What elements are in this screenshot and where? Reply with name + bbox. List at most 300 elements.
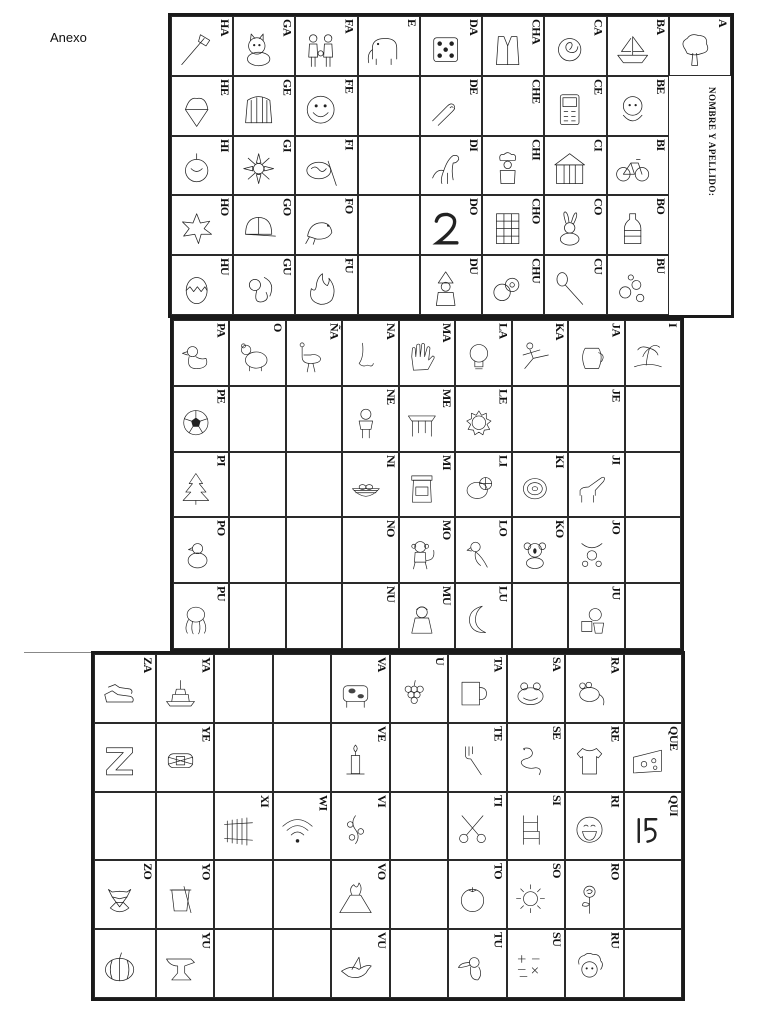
cow-icon-svg (338, 670, 373, 715)
baby-icon (614, 90, 651, 129)
rat-icon-svg (572, 670, 607, 715)
cell-sheet1-c7-r4 (607, 255, 669, 315)
syllable-label: FE (342, 78, 357, 94)
sunflower-icon (240, 149, 277, 188)
cell-sheet1-c0-r4 (171, 255, 233, 315)
cloud-icon-svg (349, 598, 383, 641)
syllable-label: GE (280, 78, 295, 96)
rabbit-icon-svg (551, 209, 588, 248)
syllable-label: RU (608, 932, 623, 949)
syllable-label: LI (496, 454, 511, 467)
cell-sheet3-c1-r1 (156, 723, 214, 792)
syllable-label: VE (374, 725, 389, 742)
syllable-label: FI (342, 138, 357, 150)
squirrel-icon-svg (240, 269, 277, 308)
chef-icon (489, 149, 526, 188)
cell-sheet1-c4-r0 (420, 16, 482, 76)
axe-icon (178, 30, 215, 69)
bird-icon (338, 945, 373, 990)
fire-icon-svg (302, 269, 339, 308)
cell-sheet1-c5-r2 (482, 136, 544, 196)
soccer-ball-icon (179, 401, 213, 444)
cell-sheet2-c3-r2 (342, 452, 398, 518)
cell-sheet2-c5-r4 (455, 583, 511, 649)
bubbles-icon-svg (614, 269, 651, 308)
cell-sheet1-c1-r3 (233, 195, 295, 255)
cell-sheet1-c2-r0 (295, 16, 357, 76)
cell-sheet3-c6-r1 (448, 723, 506, 792)
cell-sheet2-c8-r3 (625, 517, 681, 583)
cell-sheet1-c3-r0 (358, 16, 420, 76)
cow-icon (338, 670, 373, 715)
syllable-label: RO (608, 863, 623, 881)
cell-sheet3-c1-r4 (156, 929, 214, 998)
leaf-icon-svg (178, 209, 215, 248)
fig-icon (178, 149, 215, 188)
syllable-grid-middle (170, 317, 684, 652)
duck-icon-svg (179, 335, 213, 378)
volcano-icon-svg (338, 876, 373, 921)
finger-icon-svg (427, 90, 464, 129)
syllable-label: BI (653, 138, 668, 151)
syllable-label: DA (467, 19, 482, 36)
cap-icon (240, 209, 277, 248)
plaster-icon-svg (163, 738, 198, 783)
cell-sheet3-c3-r1 (273, 723, 331, 792)
moon-icon-svg (462, 598, 496, 641)
cell-sheet1-c0-r0 (171, 16, 233, 76)
letter-z-icon-svg (101, 738, 138, 783)
mug-icon (455, 670, 490, 715)
jelly-icon (240, 90, 277, 129)
pine-tree-icon-svg (179, 467, 213, 510)
cell-sheet3-c2-r1 (214, 723, 272, 792)
syllable-label: HO (218, 198, 233, 217)
yogurt-icon-svg (163, 876, 198, 921)
syllable-label: BE (653, 78, 668, 94)
syllable-label: DI (467, 138, 482, 151)
pacifier-icon-svg (489, 269, 526, 308)
syllable-label: PU (214, 586, 229, 602)
cell-sheet2-c4-r3 (399, 517, 455, 583)
cell-sheet3-c8-r2 (565, 792, 623, 861)
syllable-label: TU (491, 932, 506, 948)
anvil-icon (163, 945, 198, 990)
cell-sheet3-c3-r3 (273, 860, 331, 929)
sunflower-icon-svg (240, 149, 277, 188)
family-icon-svg (302, 30, 339, 69)
cheese-icon-svg (630, 738, 665, 783)
cell-sheet3-c8-r3 (565, 860, 623, 929)
kiwi-icon-svg (518, 467, 552, 510)
syllable-label: LU (496, 586, 511, 602)
jewelry-icon (575, 532, 609, 575)
syllable-label: CE (591, 78, 606, 95)
ostrich-icon (292, 335, 326, 378)
cell-sheet2-c1-r2 (229, 452, 285, 518)
notebook-icon-svg (349, 532, 383, 575)
cell-sheet1-c5-r0 (482, 16, 544, 76)
dwarf-icon-svg (427, 269, 464, 308)
syllable-label: TI (491, 794, 506, 807)
syllable-label: RI (608, 794, 623, 807)
lemon-icon (462, 467, 496, 510)
syllable-label: JA (609, 323, 624, 337)
cell-sheet1-c3-r3 (358, 195, 420, 255)
bear-icon (236, 335, 270, 378)
toys-icon-svg (575, 598, 609, 641)
cell-sheet3-c9-r2 (624, 792, 682, 861)
curly-head-icon (572, 945, 607, 990)
syllable-label: MO (440, 520, 455, 541)
cell-sheet1-c6-r0 (544, 16, 606, 76)
spoon-icon-svg (551, 269, 588, 308)
cell-sheet2-c1-r0 (229, 320, 285, 386)
syllable-label: U (433, 657, 448, 666)
cloud-icon (349, 598, 383, 641)
fig-icon-svg (178, 149, 215, 188)
cell-sheet3-c9-r1 (624, 723, 682, 792)
rabbit-icon (551, 209, 588, 248)
name-field[interactable] (668, 77, 731, 315)
leaf-icon (178, 209, 215, 248)
dinosaur-icon-svg (427, 149, 464, 188)
cell-sheet1-c2-r2 (295, 136, 357, 196)
cell-sheet3-c5-r1 (390, 723, 448, 792)
yacht-icon-svg (163, 670, 198, 715)
syllable-label: SA (550, 657, 565, 672)
nest-icon-svg (349, 467, 383, 510)
fire-icon (302, 269, 339, 308)
cell-sheet3-c0-r4 (94, 929, 156, 998)
cell-sheet1-c3-r4 (358, 255, 420, 315)
pumpkin-icon (101, 945, 138, 990)
nest-icon (349, 467, 383, 510)
cell-sheet3-c5-r2 (390, 792, 448, 861)
rat-icon (572, 670, 607, 715)
scissors-icon (455, 807, 490, 852)
island-icon (631, 335, 665, 378)
syllable-label: HU (218, 258, 233, 276)
island-icon-svg (631, 335, 665, 378)
cell-sheet2-c5-r3 (455, 517, 511, 583)
sun-icon (513, 876, 548, 921)
cell-sheet3-c0-r1 (94, 723, 156, 792)
cell-sheet2-c5-r2 (455, 452, 511, 518)
syllable-label: CI (591, 138, 606, 151)
grid-bottom-cells (94, 654, 682, 998)
grapes-icon-svg (396, 670, 431, 715)
syllable-label: HA (218, 19, 233, 36)
syllable-grid-bottom (91, 651, 685, 1001)
doll-icon (405, 598, 439, 641)
honey-icon-svg (405, 467, 439, 510)
fork-icon-svg (455, 738, 490, 783)
syllable-label: GA (280, 19, 295, 36)
cell-sheet2-c8-r0 (625, 320, 681, 386)
egg-icon (178, 269, 215, 308)
cell-sheet3-c7-r1 (507, 723, 565, 792)
chef-icon-svg (489, 149, 526, 188)
bulb-icon-svg (462, 335, 496, 378)
wifi-icon-svg (280, 807, 315, 852)
vest-icon (489, 30, 526, 69)
cell-sheet3-c5-r4 (390, 929, 448, 998)
cell-sheet2-c7-r4 (568, 583, 624, 649)
cell-sheet2-c5-r0 (455, 320, 511, 386)
math-icon-svg (513, 945, 548, 990)
giraffe-icon (575, 467, 609, 510)
syllable-label: SO (550, 863, 565, 879)
cell-sheet2-c6-r0 (512, 320, 568, 386)
cell-sheet3-c9-r4 (624, 929, 682, 998)
frog-icon-svg (513, 670, 548, 715)
cell-sheet2-c2-r1 (286, 386, 342, 452)
cell-sheet3-c3-r4 (273, 929, 331, 998)
dice-icon (427, 30, 464, 69)
cell-sheet1-c4-r2 (420, 136, 482, 196)
pacifier-icon (489, 269, 526, 308)
syllable-label: RE (608, 725, 623, 742)
family-icon (302, 30, 339, 69)
syllable-label: PI (214, 454, 229, 466)
syllable-label: I (665, 323, 680, 328)
soccer-ball-icon-svg (179, 401, 213, 444)
syllable-label: CO (591, 198, 606, 216)
cell-sheet2-c1-r3 (229, 517, 285, 583)
xylophone-icon-svg (221, 807, 256, 852)
yogurt-icon (163, 876, 198, 921)
hand-icon-svg (405, 335, 439, 378)
syllable-label: HI (218, 138, 233, 152)
syllable-label: ZA (141, 657, 155, 673)
sun-icon-svg (513, 876, 548, 921)
vine-icon-svg (338, 807, 373, 852)
syllable-label: VO (374, 863, 389, 881)
cell-sheet2-c3-r4 (342, 583, 398, 649)
cell-sheet3-c2-r2 (214, 792, 272, 861)
cell-sheet2-c3-r0 (342, 320, 398, 386)
fox-icon (101, 876, 138, 921)
syllable-label: KI (553, 454, 568, 468)
cell-sheet1-c4-r4 (420, 255, 482, 315)
boy-icon (349, 401, 383, 444)
syllable-label: NA (383, 323, 398, 340)
octopus-icon-svg (179, 598, 213, 641)
cell-sheet3-c1-r2 (156, 792, 214, 861)
syllable-label: WI (316, 794, 331, 811)
seal-icon (302, 209, 339, 248)
circus-icon-svg (551, 149, 588, 188)
chocolate-icon (489, 209, 526, 248)
syllable-label: ZO (141, 863, 155, 880)
bird-icon-svg (338, 945, 373, 990)
toucan-icon-svg (455, 945, 490, 990)
cell-sheet2-c7-r3 (568, 517, 624, 583)
duck-icon (179, 335, 213, 378)
cell-sheet3-c9-r0 (624, 654, 682, 723)
syllable-label: DO (467, 198, 482, 216)
syllable-label: TE (491, 725, 506, 741)
syllable-label: A (715, 19, 730, 28)
cap-icon-svg (240, 209, 277, 248)
syllable-label: CA (591, 19, 606, 36)
syllable-label: GU (280, 258, 295, 276)
cell-sheet3-c4-r0 (331, 654, 389, 723)
cell-sheet2-c0-r4 (173, 583, 229, 649)
cheese-icon (630, 738, 665, 783)
cell-sheet1-c1-r2 (233, 136, 295, 196)
moon-icon (462, 598, 496, 641)
dice-icon-svg (427, 30, 464, 69)
syllable-label: HE (218, 78, 233, 96)
cell-sheet2-c0-r0 (173, 320, 229, 386)
syllable-label: BU (653, 258, 668, 274)
anvil-icon-svg (163, 945, 198, 990)
cell-sheet3-c1-r0 (156, 654, 214, 723)
syllable-label: NE (383, 388, 398, 405)
laugh-icon (572, 807, 607, 852)
cell-sheet2-c8-r4 (625, 583, 681, 649)
cell-sheet3-c7-r2 (507, 792, 565, 861)
cell-sheet2-c4-r4 (399, 583, 455, 649)
syllable-label: ÑA (327, 323, 342, 340)
syllable-label: FA (342, 19, 357, 34)
cell-sheet2-c6-r3 (512, 517, 568, 583)
cell-sheet1-c6-r4 (544, 255, 606, 315)
cell-sheet1-c3-r1 (358, 76, 420, 136)
tree-icon (676, 30, 713, 69)
syllable-label: DE (467, 78, 482, 95)
wifi-icon (280, 807, 315, 852)
bottle-icon-svg (614, 209, 651, 248)
cell-sheet3-c3-r2 (273, 792, 331, 861)
smiley-icon-svg (302, 90, 339, 129)
cell-sheet3-c1-r3 (156, 860, 214, 929)
cell-sheet2-c7-r0 (568, 320, 624, 386)
cell-sheet2-c8-r1 (625, 386, 681, 452)
cell-sheet1-c1-r1 (233, 76, 295, 136)
xylophone-icon (221, 807, 256, 852)
parrot-icon-svg (462, 532, 496, 575)
snake-icon-svg (513, 738, 548, 783)
snail-icon-svg (551, 30, 588, 69)
table-icon (405, 401, 439, 444)
snake-icon (513, 738, 548, 783)
cell-sheet2-c4-r0 (399, 320, 455, 386)
cell-sheet2-c2-r2 (286, 452, 342, 518)
syllable-label: TO (491, 863, 506, 880)
chair-icon (513, 807, 548, 852)
cell-sheet2-c0-r3 (173, 517, 229, 583)
syllable-label: GO (280, 198, 295, 217)
cell-sheet2-c2-r0 (286, 320, 342, 386)
cell-sheet1-c7-r2 (607, 136, 669, 196)
cell-sheet1-c2-r3 (295, 195, 357, 255)
toucan-icon (455, 945, 490, 990)
cell-sheet3-c7-r0 (507, 654, 565, 723)
syllable-label: CHA (529, 19, 544, 45)
scissors-icon-svg (455, 807, 490, 852)
cell-sheet3-c7-r3 (507, 860, 565, 929)
chick-icon (179, 532, 213, 575)
cell-sheet1-c0-r2 (171, 136, 233, 196)
syllable-label: PE (214, 388, 229, 404)
axe-icon-svg (178, 30, 215, 69)
cell-sheet2-c4-r1 (399, 386, 455, 452)
elephant-icon (365, 30, 402, 69)
cell-sheet2-c6-r4 (512, 583, 568, 649)
syllable-label: FO (342, 198, 357, 215)
cell-sheet3-c3-r0 (273, 654, 331, 723)
cell-sheet3-c2-r4 (214, 929, 272, 998)
ice-cream-icon (178, 90, 215, 129)
monkey-icon-svg (405, 532, 439, 575)
jelly-icon-svg (240, 90, 277, 129)
cell-sheet1-c7-r3 (607, 195, 669, 255)
cell-sheet1-c5-r4 (482, 255, 544, 315)
cell-sheet3-c0-r2 (94, 792, 156, 861)
cell-sheet2-c2-r3 (286, 517, 342, 583)
plaster-icon (163, 738, 198, 783)
syllable-label: NI (383, 454, 398, 467)
seal-icon-svg (302, 209, 339, 248)
jewelry-icon-svg (575, 532, 609, 575)
smiley-icon (302, 90, 339, 129)
spoon-icon (551, 269, 588, 308)
cell-sheet1-c7-r0 (607, 16, 669, 76)
frog-icon (513, 670, 548, 715)
rose-icon (572, 876, 607, 921)
bulb-icon (462, 335, 496, 378)
syllable-label: CHI (529, 138, 544, 160)
circus-icon (551, 149, 588, 188)
bear-icon-svg (236, 335, 270, 378)
cell-sheet1-c5-r1 (482, 76, 544, 136)
lemon-icon-svg (462, 467, 496, 510)
doll-icon-svg (405, 598, 439, 641)
jug-icon (575, 335, 609, 378)
cell-sheet2-c7-r2 (568, 452, 624, 518)
syllable-label: SI (550, 794, 565, 805)
cell-sheet2-c5-r1 (455, 386, 511, 452)
cell-sheet2-c1-r1 (229, 386, 285, 452)
pine-tree-icon (179, 467, 213, 510)
shirt-icon-svg (572, 738, 607, 783)
syllable-label: ME (440, 388, 455, 408)
syllable-label: YU (199, 932, 214, 949)
syllable-label: PA (214, 323, 229, 338)
tomato-icon-svg (455, 876, 490, 921)
fork-icon (455, 738, 490, 783)
syllable-label: XI (257, 794, 272, 807)
syllable-label: FU (342, 258, 357, 274)
phone-icon (551, 90, 588, 129)
boat-icon-svg (614, 30, 651, 69)
cell-sheet3-c0-r3 (94, 860, 156, 929)
laugh-icon-svg (572, 807, 607, 852)
syllable-label: CHE (529, 78, 544, 104)
chick-icon-svg (179, 532, 213, 575)
volcano-icon (338, 876, 373, 921)
karate-icon-svg (518, 335, 552, 378)
cell-sheet1-c4-r1 (420, 76, 482, 136)
grapes-icon (396, 670, 431, 715)
octopus-icon (179, 598, 213, 641)
syllable-label: VI (374, 794, 389, 807)
cell-sheet3-c0-r0 (94, 654, 156, 723)
syllable-label: DU (467, 258, 482, 275)
